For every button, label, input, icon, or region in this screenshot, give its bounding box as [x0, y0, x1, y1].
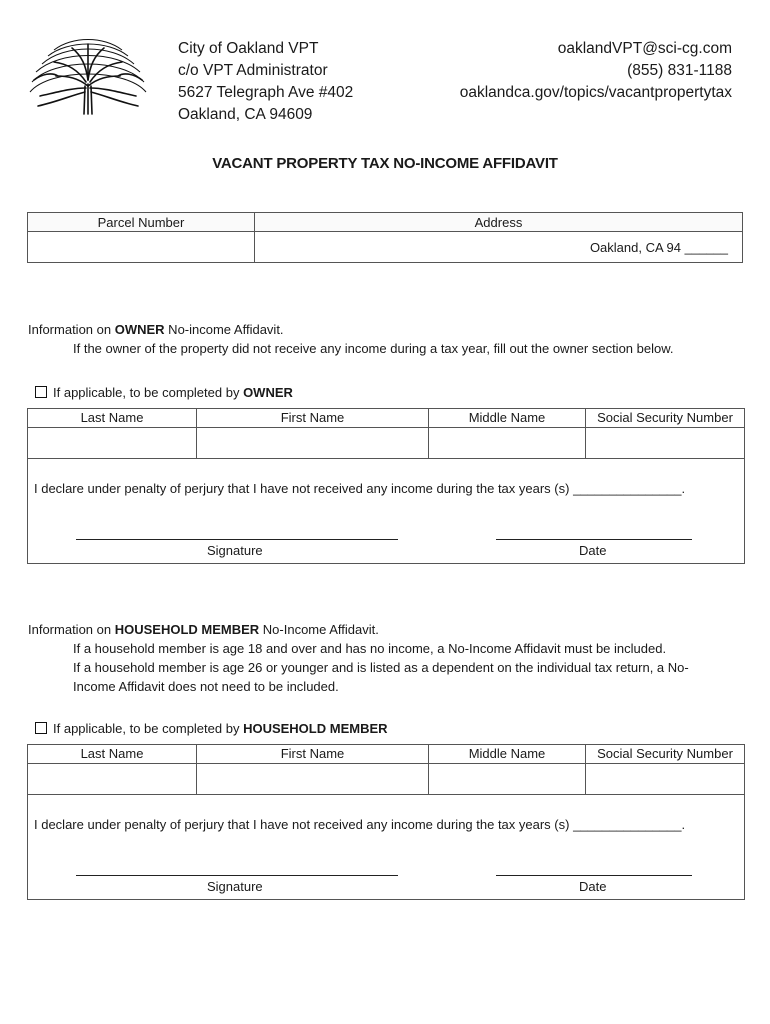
address-field[interactable]: Oakland, CA 94 ______	[255, 232, 743, 263]
owner-section-table	[27, 408, 745, 564]
household-date-label: Date	[579, 879, 607, 894]
contact-phone: (855) 831-1188	[627, 62, 732, 79]
household-middle-name-field[interactable]	[429, 764, 586, 794]
owner-declaration: I declare under penalty of perjury that I have not received any income during the tax years (s) _______________.	[34, 481, 686, 496]
address-header: Address	[255, 213, 743, 232]
owner-signature-line[interactable]	[76, 539, 398, 540]
owner-check-line: If applicable, to be completed by OWNER	[35, 385, 293, 400]
owner-checkbox[interactable]	[35, 386, 47, 398]
owner-info-line: If the owner of the property did not receive any income during a tax year, fill out the owner section below.	[73, 341, 674, 356]
household-first-name-field[interactable]	[197, 764, 429, 794]
address-line: Oakland, CA 94609	[178, 106, 313, 123]
first-name-header: First Name	[197, 745, 429, 763]
last-name-header: Last Name	[28, 409, 197, 427]
contact-website[interactable]: oaklandca.gov/topics/vacantpropertytax	[459, 84, 732, 101]
household-date-line[interactable]	[496, 875, 692, 876]
parcel-number-field[interactable]	[28, 232, 255, 263]
ssn-header: Social Security Number	[597, 410, 733, 425]
household-info-paragraph	[28, 620, 748, 696]
household-check-line: If applicable, to be completed by HOUSEHOLD MEMBER	[35, 721, 388, 736]
owner-first-name-field[interactable]	[197, 428, 429, 458]
owner-date-line[interactable]	[496, 539, 692, 540]
household-checkbox[interactable]	[35, 722, 47, 734]
parcel-address-table	[27, 212, 743, 263]
address-line: 5627 Telegraph Ave #402	[178, 84, 354, 101]
parcel-number-header: Parcel Number	[28, 213, 255, 232]
oak-tree-icon	[28, 36, 148, 116]
household-info-heading: Information on HOUSEHOLD MEMBER No-Income Affidavit.	[28, 622, 379, 637]
owner-signature-area	[28, 519, 744, 563]
owner-info-paragraph	[28, 320, 748, 358]
address-line: City of Oakland VPT	[178, 40, 319, 57]
household-signature-label: Signature	[207, 879, 263, 894]
mailing-address	[178, 38, 353, 126]
household-info-line: If a household member is age 18 and over and has no income, a No-Income Affidavit must be included.	[73, 641, 667, 656]
form-title: VACANT PROPERTY TAX NO-INCOME AFFIDAVIT	[212, 155, 558, 172]
address-line: c/o VPT Administrator	[178, 62, 328, 79]
household-info-line: Income Affidavit does not need to be included.	[73, 679, 339, 694]
ssn-header: Social Security Number	[597, 746, 733, 761]
household-declaration: I declare under penalty of perjury that I have not received any income during the tax years (s) _______________.	[34, 817, 686, 832]
last-name-header: Last Name	[28, 745, 197, 763]
owner-date-label: Date	[579, 543, 607, 558]
household-ssn-field[interactable]	[586, 764, 744, 794]
owner-last-name-field[interactable]	[28, 428, 197, 458]
oakland-tree-logo	[28, 36, 148, 116]
household-signature-line[interactable]	[76, 875, 398, 876]
middle-name-header: Middle Name	[429, 409, 586, 427]
contact-email[interactable]: oaklandVPT@sci-cg.com	[557, 40, 732, 57]
owner-ssn-field[interactable]	[586, 428, 744, 458]
household-info-line: If a household member is age 26 or younger and is listed as a dependent on the individual tax return, a No-	[73, 660, 689, 675]
contact-info	[460, 38, 732, 104]
owner-middle-name-field[interactable]	[429, 428, 586, 458]
household-section-table	[27, 744, 745, 900]
owner-info-heading: Information on OWNER No-income Affidavit.	[28, 322, 284, 337]
first-name-header: First Name	[197, 409, 429, 427]
owner-signature-label: Signature	[207, 543, 263, 558]
household-last-name-field[interactable]	[28, 764, 197, 794]
household-signature-area	[28, 855, 744, 899]
middle-name-header: Middle Name	[429, 745, 586, 763]
